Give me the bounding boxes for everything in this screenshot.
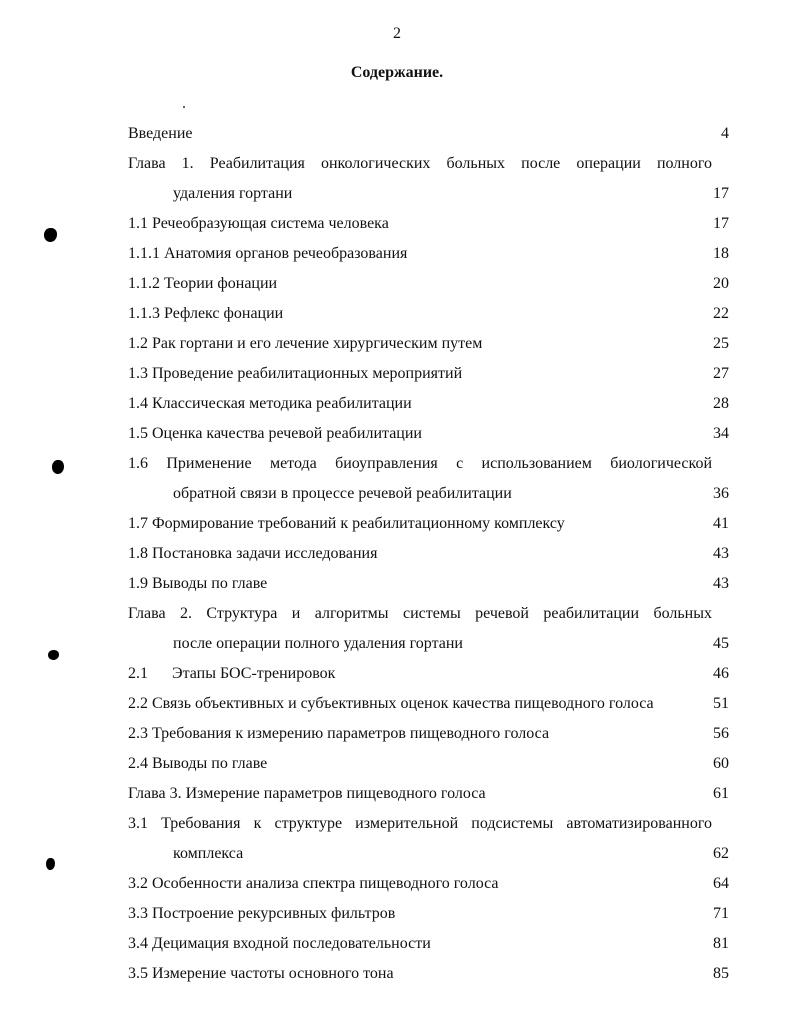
punch-hole-mark (44, 228, 57, 242)
toc-entry (128, 869, 732, 899)
toc-entry-page: 41 (713, 515, 729, 532)
toc-entry (128, 359, 732, 389)
toc-entry-page: 45 (713, 635, 729, 652)
toc-entry-title: 3.2 Особенности анализа спектра пищеводного голоса (128, 875, 499, 892)
toc-entry-title: 2.3 Требования к измерению параметров пищеводного голоса (128, 725, 550, 742)
toc-entry-title: 1.1.2 Теории фонации (128, 275, 278, 292)
toc-entry-title: 3.3 Построение рекурсивных фильтров (128, 905, 396, 922)
toc-entry-title-continued: обратной связи в процессе речевой реабилитации (173, 485, 512, 502)
toc-entry (128, 269, 732, 299)
toc-entry-page: 17 (713, 185, 729, 202)
toc-entry-title: Глава 1. Реабилитация онкологических больных после операции полного (128, 155, 712, 172)
toc-entry-page: 46 (713, 665, 729, 682)
toc-entry-title: 1.1.3 Рефлекс фонации (128, 305, 284, 322)
toc-entry-page: 81 (713, 935, 729, 952)
toc-entry (128, 449, 732, 509)
toc-entry-page: 51 (713, 695, 729, 712)
punch-hole-mark (46, 858, 55, 870)
toc-entry-page: 36 (713, 485, 729, 502)
toc-entry (128, 119, 732, 149)
toc-entry-page: 43 (713, 545, 729, 562)
table-of-contents (128, 119, 732, 989)
toc-entry (128, 389, 732, 419)
toc-entry-page: 22 (713, 305, 729, 322)
toc-entry (128, 899, 732, 929)
toc-entry (128, 659, 732, 689)
toc-entry-title: 1.6 Применение метода биоуправления с использованием биологической (128, 455, 712, 472)
toc-entry (128, 749, 732, 779)
toc-entry-title-continued: комплекса (173, 845, 244, 862)
toc-entry-title: 1.5 Оценка качества речевой реабилитации (128, 425, 422, 442)
toc-entry (128, 599, 732, 659)
toc-entry-title: 1.2 Рак гортани и его лечение хирургическим путем (128, 335, 483, 352)
toc-entry-page: 20 (713, 275, 729, 292)
toc-entry-title: 2.2 Связь объективных и субъективных оценок качества пищеводного голоса (128, 695, 654, 712)
toc-entry-title: 3.4 Децимация входной последовательности (128, 935, 431, 952)
toc-entry-title: 1.4 Классическая методика реабилитации (128, 395, 412, 412)
toc-entry-page: 62 (713, 845, 729, 862)
toc-entry-page: 25 (713, 335, 729, 352)
toc-entry (128, 719, 732, 749)
toc-entry (128, 959, 732, 989)
toc-entry-page: 60 (713, 755, 729, 772)
toc-entry (128, 779, 732, 809)
toc-entry-page: 61 (713, 785, 729, 802)
toc-entry (128, 239, 732, 269)
toc-entry-page: 4 (721, 125, 729, 142)
toc-entry-page: 64 (713, 875, 729, 892)
toc-entry (128, 929, 732, 959)
toc-entry (128, 419, 732, 449)
toc-entry (128, 569, 732, 599)
toc-entry-page: 34 (713, 425, 729, 442)
toc-entry-page: 27 (713, 365, 729, 382)
toc-entry-title: 2.4 Выводы по главе (128, 755, 268, 772)
toc-entry-title: 1.1.1 Анатомия органов речеобразования (128, 245, 408, 262)
toc-entry-title: Этапы БОС-тренировок (172, 665, 336, 682)
toc-entry-page: 71 (713, 905, 729, 922)
punch-hole-mark (48, 650, 59, 660)
toc-entry-title: 1.7 Формирование требований к реабилитационному комплексу (128, 515, 565, 532)
toc-entry (128, 509, 732, 539)
toc-entry (128, 209, 732, 239)
toc-entry-page: 28 (713, 395, 729, 412)
punch-hole-mark (52, 460, 64, 474)
toc-entry-title: 1.8 Постановка задачи исследования (128, 545, 378, 562)
toc-entry-page: 18 (713, 245, 729, 262)
toc-entry (128, 809, 732, 869)
toc-entry-title-continued: после операции полного удаления гортани (173, 635, 463, 652)
page-number: 2 (393, 25, 401, 42)
toc-entry (128, 539, 732, 569)
scan-speck (183, 106, 185, 108)
toc-entry-page: 17 (713, 215, 729, 232)
toc-entry-title: 1.1 Речеобразующая система человека (128, 215, 389, 232)
toc-entry-number: 2.1 (128, 665, 148, 682)
page-title: Содержание. (350, 64, 444, 81)
toc-entry-title: Введение (128, 125, 193, 142)
toc-entry-page: 56 (713, 725, 729, 742)
toc-entry-title: Глава 3. Измерение параметров пищеводного голоса (128, 785, 486, 802)
toc-entry-title: 1.9 Выводы по главе (128, 575, 268, 592)
toc-entry-title: 1.3 Проведение реабилитационных мероприятий (128, 365, 463, 382)
toc-entry (128, 299, 732, 329)
toc-entry-title: 3.5 Измерение частоты основного тона (128, 965, 394, 982)
toc-entry-title: Глава 2. Структура и алгоритмы системы речевой реабилитации больных (128, 605, 712, 622)
toc-entry-title-continued: удаления гортани (173, 185, 293, 202)
toc-entry-title: 3.1 Требования к структуре измерительной подсистемы автоматизированного (128, 815, 712, 832)
toc-entry (128, 329, 732, 359)
toc-entry-page: 43 (713, 575, 729, 592)
toc-entry-page: 85 (713, 965, 729, 982)
toc-entry (128, 149, 732, 209)
toc-entry (128, 689, 732, 719)
